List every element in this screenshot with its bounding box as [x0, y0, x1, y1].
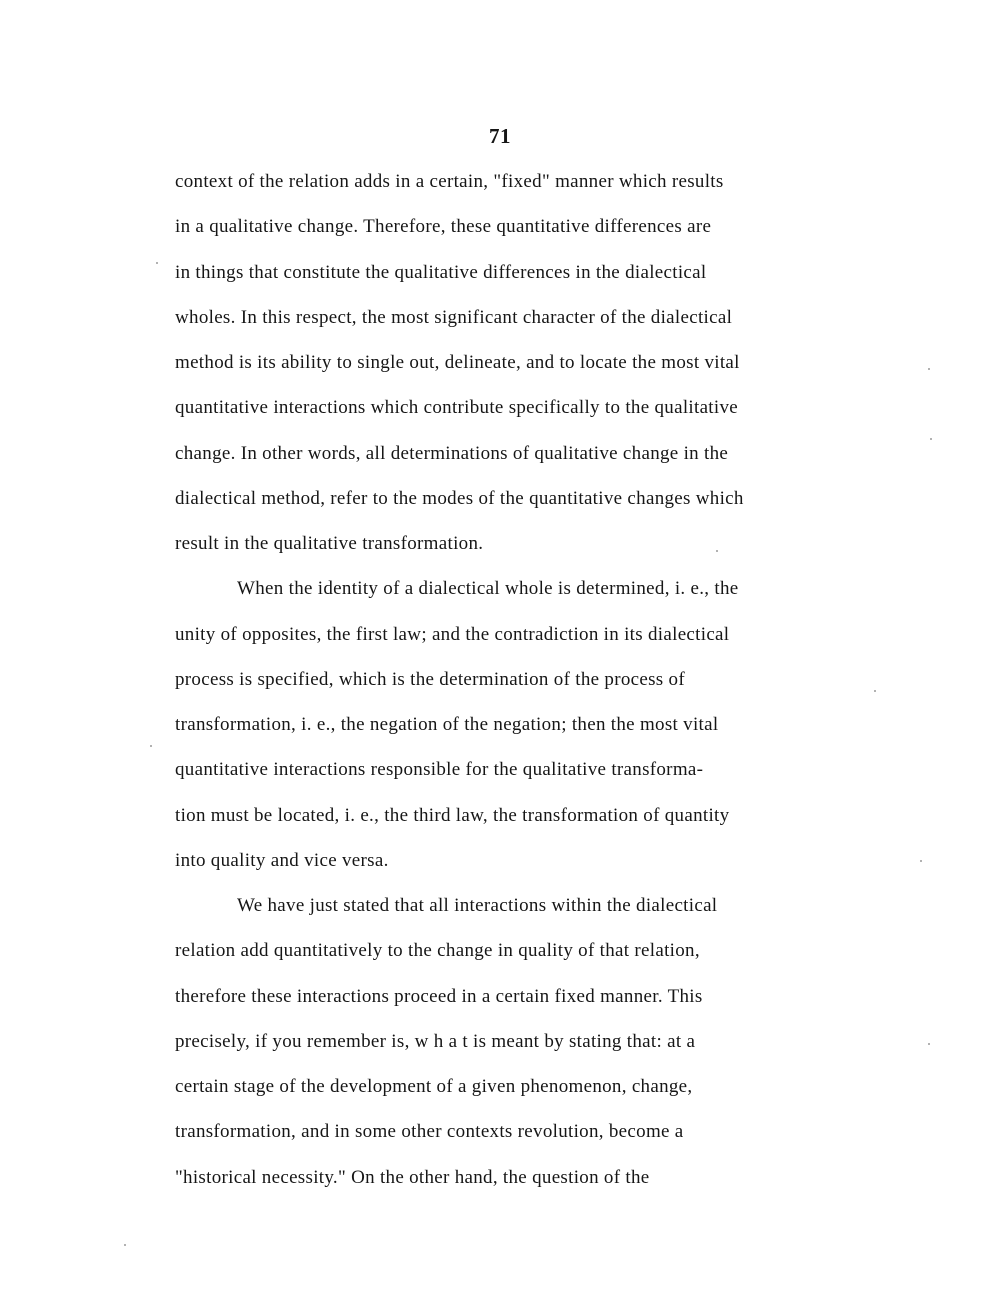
text-line: quantitative interactions which contribute specifically to the qualitative — [175, 397, 738, 419]
paragraph-start-line: When the identity of a dialectical whole is determined, i. e., the — [237, 578, 739, 600]
text-line: therefore these interactions proceed in a certain fixed manner. This — [175, 985, 703, 1007]
text-line: context of the relation adds in a certain, "fixed" manner which results — [175, 171, 724, 192]
text-line: method is its ability to single out, delineate, and to locate the most vital — [175, 352, 740, 373]
scan-speck — [928, 1043, 930, 1045]
text-line: wholes. In this respect, the most significant character of the dialectical — [175, 306, 733, 328]
text-line: tion must be located, i. e., the third law, the transformation of quantity — [175, 804, 730, 826]
scan-speck — [124, 1244, 126, 1246]
paragraph-start-line: We have just stated that all interactions within the dialectical — [237, 895, 718, 916]
text-line: in things that constitute the qualitative differences in the dialectical — [175, 261, 707, 283]
text-line: result in the qualitative transformation. — [175, 533, 484, 554]
text-line: certain stage of the development of a given phenomenon, change, — [175, 1076, 693, 1097]
scan-speck — [150, 745, 152, 747]
scan-speck — [874, 690, 876, 692]
text-line: relation add quantitatively to the change in quality of that relation, — [175, 940, 700, 962]
text-line: transformation, i. e., the negation of the negation; then the most vital — [175, 714, 719, 735]
text-line: precisely, if you remember is, w h a t is meant by stating that: at a — [175, 1030, 696, 1052]
text-line: quantitative interactions responsible for the qualitative transforma- — [175, 759, 704, 781]
text-line: unity of opposites, the first law; and the contradiction in its dialectical — [175, 623, 730, 645]
scan-speck — [156, 262, 158, 264]
page-number: 71 — [489, 124, 511, 148]
text-line: process is specified, which is the determination of the process of — [175, 668, 685, 690]
text-line: "historical necessity." On the other hand, the question of the — [175, 1166, 650, 1188]
text-line: dialectical method, refer to the modes of the quantitative changes which — [175, 487, 744, 509]
text-line: in a qualitative change. Therefore, these quantitative differences are — [175, 216, 712, 238]
body-text — [175, 166, 935, 1207]
text-line: into quality and vice versa. — [175, 849, 389, 871]
scan-speck — [920, 860, 922, 862]
scan-speck — [716, 550, 718, 552]
text-line: change. In other words, all determinations of qualitative change in the — [175, 442, 729, 464]
text-line: transformation, and in some other contexts revolution, become a — [175, 1121, 684, 1143]
scan-speck — [928, 368, 930, 370]
scan-speck — [930, 438, 932, 440]
